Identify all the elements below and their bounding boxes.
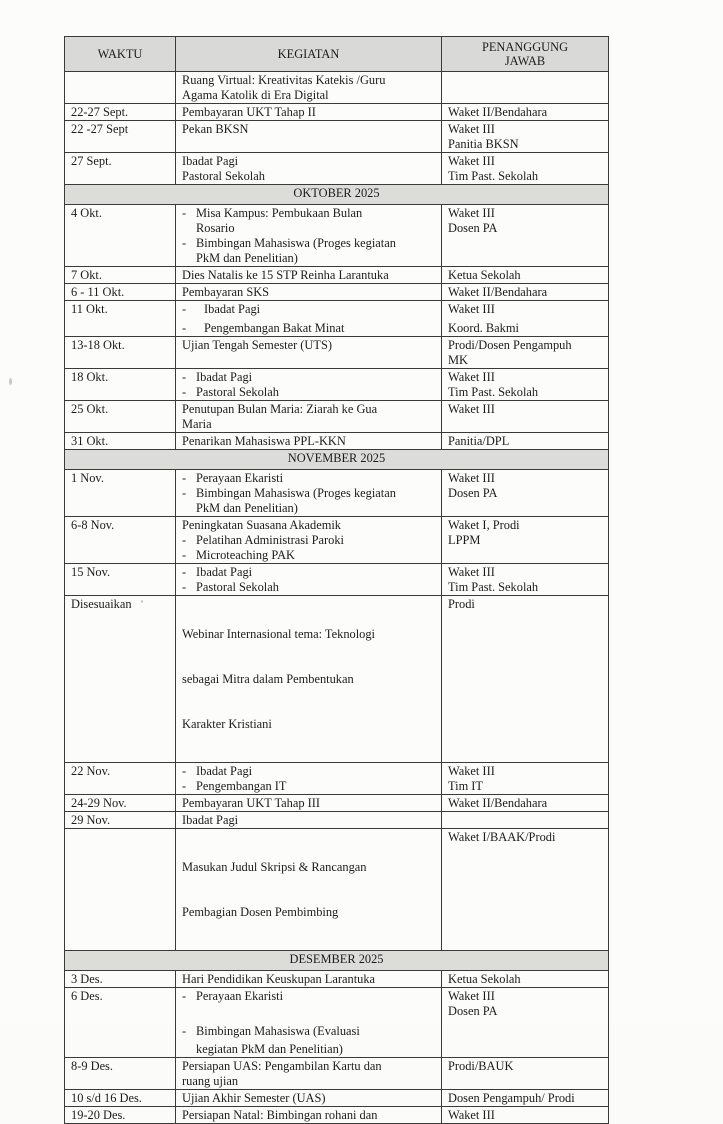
table-row: [65, 596, 609, 763]
kegiatan-cell: Webinar Internasional tema: Teknologi sebagai Mitra dalam Pembentukan Karakter Kristiani: [176, 596, 442, 763]
table-row: [65, 517, 609, 564]
penanggung-cell: Prodi/BAUK: [442, 1058, 609, 1090]
penanggung-cell: [442, 812, 609, 829]
penanggung-cell: Waket III Tim Past. Sekolah: [442, 153, 609, 185]
waktu-cell: 22 Nov.: [65, 763, 176, 795]
waktu-cell: Disesuaikan: [65, 596, 176, 763]
table-row: [65, 72, 609, 104]
waktu-cell: 8-9 Des.: [65, 1058, 176, 1090]
waktu-cell: 6-8 Nov.: [65, 517, 176, 564]
penanggung-cell: Waket III Panitia BKSN: [442, 121, 609, 153]
penanggung-cell: Ketua Sekolah: [442, 267, 609, 284]
table-row: [65, 433, 609, 450]
kegiatan-cell: Ibadat Pagi Pastoral Sekolah: [176, 153, 442, 185]
kegiatan-cell: Pembayaran SKS: [176, 284, 442, 301]
kegiatan-cell: Persiapan UAS: Pengambilan Kartu dan ruang ujian: [176, 1058, 442, 1090]
month-row-desember: [65, 951, 609, 971]
penanggung-cell: Waket III Koord. Bakmi: [442, 301, 609, 337]
table-row: [65, 1107, 609, 1124]
penanggung-cell: Waket II/Bendahara: [442, 795, 609, 812]
header-kegiatan: KEGIATAN: [176, 37, 442, 72]
kegiatan-cell: - Ibadat Pagi - Pengembangan IT: [176, 763, 442, 795]
kegiatan-cell: Pembayaran UKT Tahap II: [176, 104, 442, 121]
waktu-cell: 22 -27 Sept: [65, 121, 176, 153]
table-row: [65, 1058, 609, 1090]
penanggung-cell: Waket III Dosen PA: [442, 205, 609, 267]
kegiatan-cell: Penutupan Bulan Maria: Ziarah ke Gua Maria: [176, 401, 442, 433]
kegiatan-cell: Dies Natalis ke 15 STP Reinha Larantuka: [176, 267, 442, 284]
table-row: [65, 812, 609, 829]
table-row: [65, 284, 609, 301]
waktu-cell: 6 - 11 Okt.: [65, 284, 176, 301]
table-row: [65, 795, 609, 812]
table-row: [65, 337, 609, 369]
penanggung-cell: Ketua Sekolah: [442, 971, 609, 988]
waktu-cell: 25 Okt.: [65, 401, 176, 433]
penanggung-cell: Prodi: [442, 596, 609, 763]
table-row: [65, 988, 609, 1058]
waktu-cell: 7 Okt.: [65, 267, 176, 284]
table-row: [65, 205, 609, 267]
month-heading: NOVEMBER 2025: [65, 450, 609, 470]
kegiatan-cell: - Ibadat Pagi - Pastoral Sekolah: [176, 369, 442, 401]
penanggung-cell: Waket III Tim Past. Sekolah: [442, 564, 609, 596]
waktu-cell: 31 Okt.: [65, 433, 176, 450]
penanggung-cell: Prodi/Dosen Pengampuh MK: [442, 337, 609, 369]
waktu-cell: [65, 829, 176, 951]
waktu-cell: 1 Nov.: [65, 470, 176, 517]
kegiatan-cell: Hari Pendidikan Keuskupan Larantuka: [176, 971, 442, 988]
penanggung-cell: Panitia/DPL: [442, 433, 609, 450]
table-row: [65, 104, 609, 121]
kegiatan-cell: Pembayaran UKT Tahap III: [176, 795, 442, 812]
penanggung-cell: Waket I/BAAK/Prodi: [442, 829, 609, 951]
kegiatan-cell: Peningkatan Suasana Akademik - Pelatihan Administrasi Paroki - Microteaching PAK: [176, 517, 442, 564]
waktu-cell: 18 Okt.: [65, 369, 176, 401]
table-row: [65, 829, 609, 951]
kegiatan-cell: - Perayaan Ekaristi - Bimbingan Mahasiswa (Proges kegiatan PkM dan Penelitian): [176, 470, 442, 517]
kegiatan-cell: - Perayaan Ekaristi - Bimbingan Mahasiswa (Evaluasi kegiatan PkM dan Penelitian): [176, 988, 442, 1058]
month-row-november: [65, 450, 609, 470]
header-row: [65, 37, 609, 72]
waktu-cell: 29 Nov.: [65, 812, 176, 829]
waktu-cell: 22-27 Sept.: [65, 104, 176, 121]
penanggung-cell: Waket III Dosen PA: [442, 988, 609, 1058]
waktu-cell: 13-18 Okt.: [65, 337, 176, 369]
table-row: [65, 763, 609, 795]
waktu-cell: 4 Okt.: [65, 205, 176, 267]
penanggung-cell: Dosen Pengampuh/ Prodi: [442, 1090, 609, 1107]
waktu-cell: 15 Nov.: [65, 564, 176, 596]
schedule-table: [64, 36, 609, 1124]
table-row: [65, 121, 609, 153]
table-row: [65, 564, 609, 596]
table-row: [65, 1090, 609, 1107]
waktu-cell: 19-20 Des.: [65, 1107, 176, 1124]
kegiatan-cell: - Ibadat Pagi - Pengembangan Bakat Minat: [176, 301, 442, 337]
waktu-cell: 27 Sept.: [65, 153, 176, 185]
penanggung-cell: Waket III Tim IT: [442, 763, 609, 795]
table-row: [65, 267, 609, 284]
waktu-cell: 6 Des.: [65, 988, 176, 1058]
waktu-cell: 3 Des.: [65, 971, 176, 988]
kegiatan-cell: Persiapan Natal: Bimbingan rohani dan: [176, 1107, 442, 1124]
month-heading: OKTOBER 2025: [65, 185, 609, 205]
header-waktu: WAKTU: [65, 37, 176, 72]
kegiatan-cell: Pekan BKSN: [176, 121, 442, 153]
month-heading: DESEMBER 2025: [65, 951, 609, 971]
table-row: [65, 301, 609, 337]
table-row: [65, 971, 609, 988]
table-row: [65, 401, 609, 433]
kegiatan-cell: Penarikan Mahasiswa PPL-KKN: [176, 433, 442, 450]
penanggung-cell: Waket III: [442, 1107, 609, 1124]
penanggung-cell: Waket III Tim Past. Sekolah: [442, 369, 609, 401]
kegiatan-cell: Ruang Virtual: Kreativitas Katekis /Guru Agama Katolik di Era Digital: [176, 72, 442, 104]
kegiatan-cell: - Misa Kampus: Pembukaan Bulan Rosario - Bimbingan Mahasiswa (Proges kegiatan PkM dan Penelitian): [176, 205, 442, 267]
penanggung-cell: Waket I, Prodi LPPM: [442, 517, 609, 564]
penanggung-cell: Waket III: [442, 401, 609, 433]
header-penanggung-jawab: PENANGGUNG JAWAB: [442, 37, 609, 72]
penanggung-cell: Waket II/Bendahara: [442, 104, 609, 121]
waktu-cell: [65, 72, 176, 104]
table-row: [65, 369, 609, 401]
scan-speck: [9, 378, 12, 385]
kegiatan-cell: - Ibadat Pagi - Pastoral Sekolah: [176, 564, 442, 596]
waktu-cell: 11 Okt.: [65, 301, 176, 337]
penanggung-cell: Waket II/Bendahara: [442, 284, 609, 301]
kegiatan-cell: Ibadat Pagi: [176, 812, 442, 829]
kegiatan-cell: Ujian Akhir Semester (UAS): [176, 1090, 442, 1107]
table-row: [65, 470, 609, 517]
waktu-cell: 24-29 Nov.: [65, 795, 176, 812]
waktu-cell: 10 s/d 16 Des.: [65, 1090, 176, 1107]
penanggung-cell: [442, 72, 609, 104]
kegiatan-cell: Masukan Judul Skripsi & Rancangan Pembagian Dosen Pembimbing: [176, 829, 442, 951]
penanggung-cell: Waket III Dosen PA: [442, 470, 609, 517]
table-row: [65, 153, 609, 185]
month-row-oktober: [65, 185, 609, 205]
kegiatan-cell: Ujian Tengah Semester (UTS): [176, 337, 442, 369]
